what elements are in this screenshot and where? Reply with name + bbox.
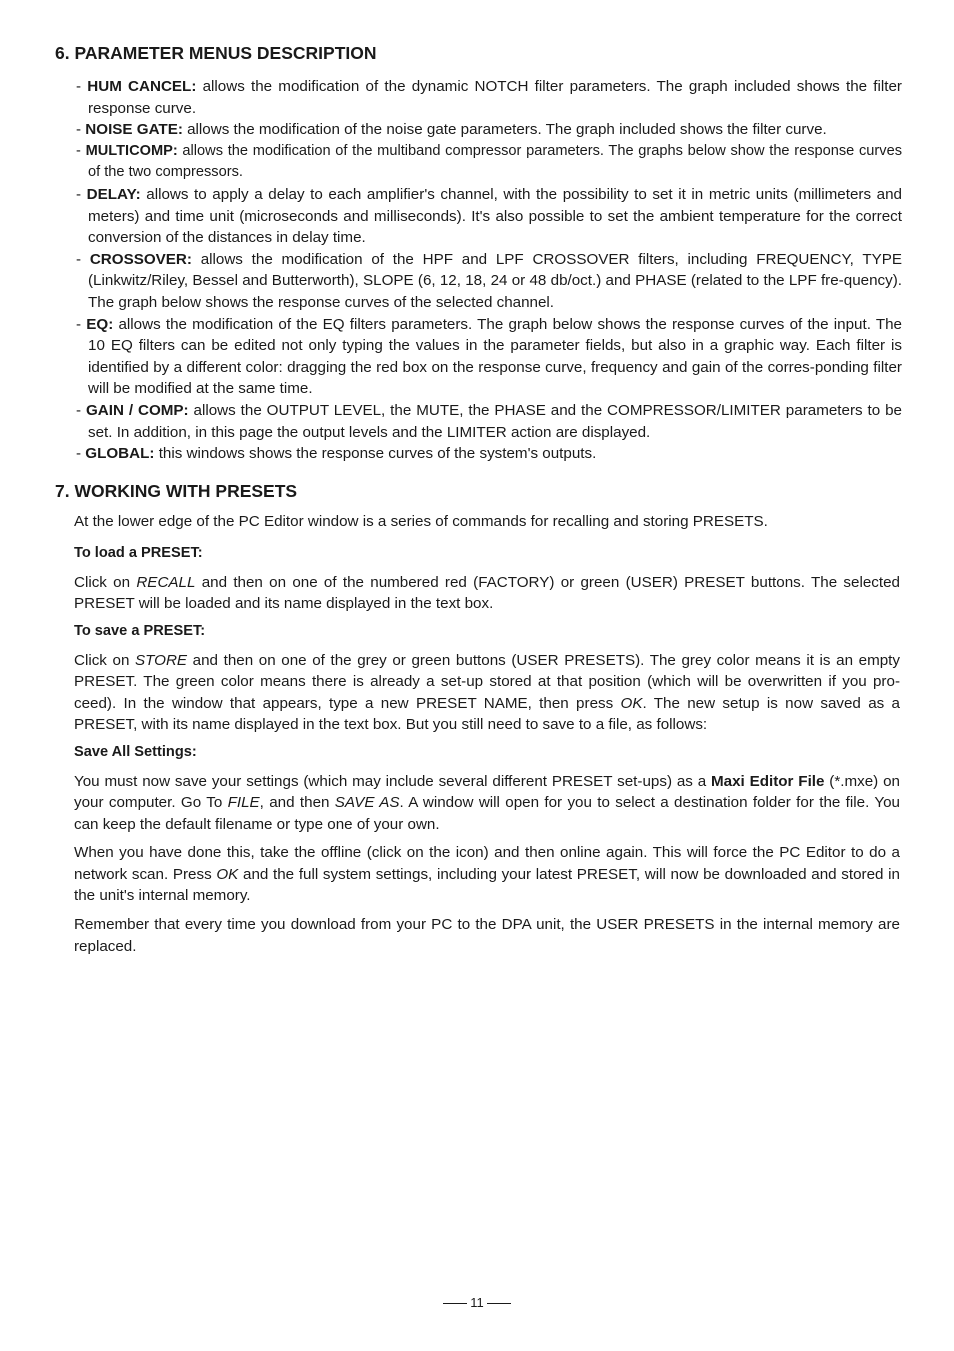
item-text: allows to apply a delay to each amplifier's channel, with the possibility to set it in metric units (millimeters and meters) and time unit (microseconds and milliseconds). It's also possible to set the ambient temperature for the correct conversion of the distances in delay time.	[88, 185, 902, 247]
list-item: - NOISE GATE: allows the modification of the noise gate parameters. The graph included shows the filter curve.	[76, 121, 827, 139]
item-text: allows the modification of the HPF and LPF CROSSOVER filters, including FREQUENCY, TYPE (Linkwitz/Riley, Bessel and Butterworth), SLOPE (6, 12, 18, 24 or 48 db/oct.) and PHASE (related to the LPF fre-quency). The graph below shows the response curves of the selected channel.	[88, 250, 902, 311]
section-6-title: 6. PARAMETER MENUS DESCRIPTION	[55, 43, 377, 63]
load-preset-block	[74, 543, 900, 615]
item-label: MULTICOMP:	[85, 142, 178, 159]
parameter-menu-list	[76, 76, 902, 465]
list-item: - HUM CANCEL: allows the modification of the dynamic NOTCH filter parameters. The graph included shows the filter response curve.	[76, 78, 902, 117]
save-all-paragraph: You must now save your settings (which may include several different PRESET set-ups) as a Maxi Editor File (*.mxe) on your computer. Go To FILE, and then SAVE AS. A window will open for you to select a destination folder for the file. You can keep the default filename or type one of your own.	[74, 772, 900, 833]
footer-rule-right	[487, 1303, 511, 1304]
list-item: - EQ: allows the modification of the EQ filters parameters. The graph below shows the response curves of the input. The 10 EQ filters can be edited not only typing the values in the parameter fields, but also in a graphic way. Each filter is identified by a different color: dragging the red box on the response curve, frequency and gain of the corres-ponding filter will be modified at the same time.	[76, 315, 903, 398]
section-7-intro	[74, 511, 900, 533]
item-label: GLOBAL:	[85, 445, 155, 463]
item-text: this windows shows the response curves of the system's outputs.	[154, 445, 597, 463]
list-item: - CROSSOVER: allows the modification of the HPF and LPF CROSSOVER filters, including FREQUENCY, TYPE (Linkwitz/Riley, Bessel and Butterworth), SLOPE (6, 12, 18, 24 or 48 db/oct.) and PHASE (related to the LPF fre-quency). The graph below shows the response curves of the selected channel.	[76, 250, 902, 311]
list-item: - GLOBAL: this windows shows the response curves of the system's outputs.	[76, 445, 597, 463]
save-preset-block	[74, 621, 900, 736]
page-number: 11	[470, 1295, 484, 1310]
footer-rule-left	[443, 1303, 467, 1304]
remember-paragraph: Remember that every time you download from your PC to the DPA unit, the USER PRESETS in the internal memory are replaced.	[74, 916, 900, 955]
save-preset-paragraph: Click on STORE and then on one of the grey or green buttons (USER PRESETS). The grey color means it is an empty PRESET. The green color means there is already a set-up stored at that position (which will be overwritten if you pro-ceed). In the window that appears, type a new PRESET NAME, then press OK. The new setup is now saved as a PRESET, with its name displayed in the text box. But you still need to save to a file, as follows:	[74, 651, 901, 734]
page-footer	[0, 1294, 954, 1312]
section-7-title: 7. WORKING WITH PRESETS	[55, 481, 298, 501]
offline-block	[74, 842, 900, 907]
item-label: CROSSOVER:	[89, 250, 192, 268]
item-text: allows the modification of the EQ filters parameters. The graph below shows the response curves of the input. The 10 EQ filters can be edited not only typing the values in the parameter fields, but also in a graphic way. Each filter is identified by a different color: dragging the red box on the response curve, frequency and gain of the corres-ponding filter will be modified at the same time.	[88, 315, 903, 398]
intro-paragraph: At the lower edge of the PC Editor window is a series of commands for recalling and storing PRESETS.	[74, 513, 768, 530]
item-text: allows the modification of the dynamic NOTCH filter parameters. The graph included shows the filter response curve.	[88, 78, 902, 117]
item-label: DELAY:	[86, 185, 141, 203]
save-preset-heading: To save a PRESET:	[74, 623, 206, 639]
item-label: GAIN / COMP:	[85, 401, 189, 419]
item-text: allows the modification of the multiband compressor parameters. The graphs below show the response curves of the two compressors.	[88, 142, 902, 181]
load-preset-paragraph: Click on RECALL and then on one of the numbered red (FACTORY) or green (USER) PRESET buttons. The selected PRESET will be loaded and its name displayed in the text box.	[74, 573, 900, 613]
item-label: HUM CANCEL:	[87, 78, 197, 95]
item-label: NOISE GATE:	[85, 121, 183, 139]
save-all-block	[74, 742, 900, 835]
remember-block	[74, 914, 900, 957]
save-all-heading: Save All Settings:	[74, 744, 197, 760]
list-item: - MULTICOMP: allows the modification of the multiband compressor parameters. The graphs below show the response curves of the two compressors.	[76, 142, 902, 181]
list-item: - GAIN / COMP: allows the OUTPUT LEVEL, the MUTE, the PHASE and the COMPRESSOR/LIMITER parameters to be set. In addition, in this page the output levels and the LIMITER action are displayed.	[76, 401, 903, 441]
item-text: allows the OUTPUT LEVEL, the MUTE, the PHASE and the COMPRESSOR/LIMITER parameters to be set. In addition, in this page the output levels and the LIMITER action are displayed.	[88, 401, 903, 441]
load-preset-heading: To load a PRESET:	[74, 545, 203, 561]
offline-paragraph: When you have done this, take the offline (click on the icon) and then online again. This will force the PC Editor to do a network scan. Press OK and the full system settings, including your latest PRESET, will now be downloaded and stored in the unit's internal memory.	[74, 844, 900, 905]
item-label: EQ:	[86, 315, 114, 333]
list-item: - DELAY: allows to apply a delay to each amplifier's channel, with the possibility to set it in metric units (millimeters and meters) and time unit (microseconds and milliseconds). It's also possible to set the ambient temperature for the correct conversion of the distances in delay time.	[76, 185, 902, 247]
item-text: allows the modification of the noise gate parameters. The graph included shows the filter curve.	[182, 121, 827, 139]
